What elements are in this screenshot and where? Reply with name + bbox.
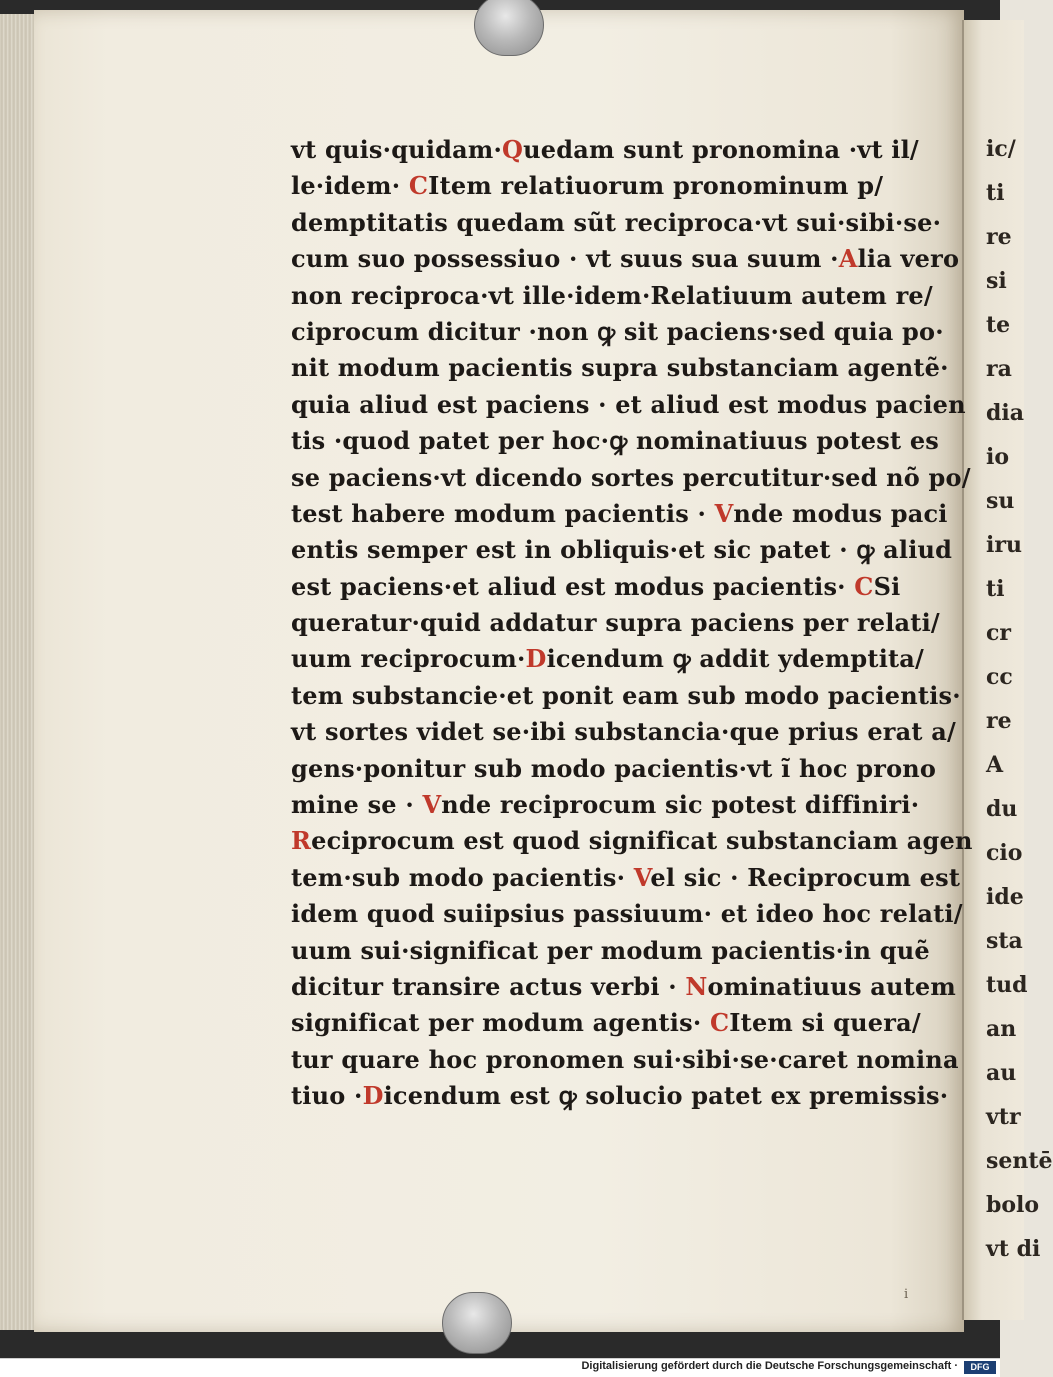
facing-page-fragment: A	[986, 752, 1004, 778]
text-line	[291, 132, 919, 168]
text-line	[291, 278, 933, 314]
line-text: ciprocum dicitur ·non ꝙ sit paciens·sed quia po·	[291, 316, 944, 346]
facing-page-fragment: cr	[986, 620, 1011, 646]
text-line	[291, 1005, 921, 1041]
line-text: non reciproca·vt ille·idem·	[291, 280, 651, 310]
facing-page-fragment: bolo	[986, 1192, 1040, 1218]
rubricated-initial: D	[362, 1081, 384, 1111]
line-text: uum sui·significat per modum pacientis·in quẽ	[291, 935, 930, 965]
line-text: tur quare hoc pronomen sui·sibi·se·caret nomina	[291, 1044, 959, 1074]
line-text: le·idem·	[291, 171, 409, 201]
line-text: vt sortes videt se·ibi substancia·que prius erat a/	[291, 717, 956, 747]
line-text: tem·sub modo pacientis·	[291, 862, 634, 892]
text-line	[291, 860, 961, 896]
footer-bar	[0, 1358, 1000, 1377]
facing-page-fragment: dia	[986, 400, 1024, 426]
line-text: Item si quera/	[729, 1008, 921, 1038]
text-block	[291, 132, 973, 1115]
text-line	[291, 714, 956, 750]
line-text: el sic · Reciprocum est	[650, 862, 961, 892]
rubricated-initial: A	[838, 244, 858, 274]
facing-page-fragment: iru	[986, 532, 1022, 558]
facing-page-fragment: su	[986, 488, 1015, 514]
text-line	[291, 314, 944, 350]
text-line	[291, 350, 949, 386]
line-text: icendum ꝙ addit ydemptita/	[546, 644, 925, 674]
line-text: tem substancie·et ponit eam sub modo pacientis·	[291, 680, 961, 710]
line-text: tiuo ·	[291, 1081, 363, 1111]
text-line	[291, 933, 930, 969]
rubricated-initial: V	[714, 498, 734, 528]
text-line	[291, 605, 940, 641]
facing-page-fragment: si	[986, 268, 1007, 294]
facing-page-fragment: re	[986, 708, 1012, 734]
facing-page-fragment: ti	[986, 576, 1005, 602]
text-line	[291, 387, 966, 423]
facing-page-fragment: au	[986, 1060, 1017, 1086]
line-text: idem quod suiipsius passiuum· et ideo hoc relati/	[291, 899, 963, 929]
line-text: ominatiuus autem	[707, 971, 956, 1001]
line-text: queratur·quid addatur supra paciens per relati/	[291, 608, 940, 638]
text-line	[291, 969, 956, 1005]
facing-page-fragment: du	[986, 796, 1018, 822]
facing-page-fragment: an	[986, 1016, 1017, 1042]
facing-page-fragment: vtr	[986, 1104, 1021, 1130]
line-text: dicitur transire actus verbi ·	[291, 971, 686, 1001]
text-line	[291, 1078, 949, 1114]
facing-page-fragment: sta	[986, 928, 1023, 954]
line-text: nde reciprocum sic potest diffiniri·	[441, 790, 920, 820]
text-line	[291, 241, 960, 277]
facing-page-fragment: ide	[986, 884, 1024, 910]
book-page-edges	[0, 14, 37, 1330]
line-text: tis ·quod patet per hoc·ꝙ nominatiuus potest es	[291, 426, 940, 456]
line-text: Si	[873, 571, 901, 601]
facing-page	[962, 20, 1053, 1320]
line-text: Relatiuum autem re/	[650, 280, 933, 310]
text-line	[291, 205, 942, 241]
facing-page-fragment: io	[986, 444, 1010, 470]
line-text: uedam sunt pronomina ·vt il/	[523, 135, 919, 164]
line-text: uum reciprocum·	[291, 644, 526, 674]
rubricated-initial: C	[709, 1008, 730, 1038]
page-mark: i	[904, 1287, 909, 1302]
facing-page-fragment: ti	[986, 180, 1005, 206]
facing-page-fragment: tud	[986, 972, 1028, 998]
line-text: eciprocum est quod significat substanciam agen	[311, 826, 973, 856]
text-line	[291, 423, 940, 459]
facing-page-fragment: ra	[986, 356, 1012, 382]
line-text: nit modum pacientis supra substanciam agentẽ·	[291, 353, 949, 383]
text-line	[291, 569, 901, 605]
top-page-clip-icon	[474, 0, 544, 56]
facing-page-fragment: re	[986, 224, 1012, 250]
rubricated-initial: V	[422, 790, 442, 820]
dfg-logo: DFG	[964, 1361, 996, 1374]
rubricated-initial: C	[854, 571, 874, 601]
line-text: est paciens·et aliud est modus pacientis·	[291, 571, 855, 601]
text-line	[291, 460, 971, 496]
facing-page-fragment: te	[986, 312, 1011, 338]
rubricated-initial: N	[685, 971, 708, 1001]
text-line	[291, 532, 953, 568]
line-text: mine se ·	[291, 790, 423, 820]
line-text: entis semper est in obliquis·et sic patet · ꝙ aliud	[291, 535, 953, 565]
rubricated-initial: Q	[502, 135, 524, 164]
line-text: nde modus paci	[733, 498, 948, 528]
line-text: gens·ponitur sub modo pacientis·vt ĩ hoc prono	[291, 753, 937, 783]
text-line	[291, 168, 884, 204]
line-text: significat per modum agentis·	[291, 1008, 710, 1038]
line-text: quia aliud est paciens · et aliud est modus pacien	[291, 389, 966, 419]
facing-page-fragment: cio	[986, 840, 1023, 866]
rubricated-initial: V	[633, 862, 651, 892]
line-text: icendum est ꝙ solucio patet ex premissis·	[383, 1081, 949, 1111]
text-line	[291, 496, 948, 532]
line-text: demptitatis quedam sũt reciproca·vt sui·sibi·se·	[291, 207, 942, 237]
rubricated-initial: R	[291, 826, 312, 856]
line-text: vt quis·quidam·	[291, 135, 503, 164]
facing-page-fragment: sentē	[986, 1148, 1053, 1174]
facing-page-fragment: ic/	[986, 136, 1016, 162]
line-text: Item relatiuorum pronominum p/	[428, 171, 884, 201]
facing-page-fragment: vt di	[986, 1236, 1041, 1262]
line-text: test habere modum pacientis ·	[291, 498, 715, 528]
text-line	[291, 823, 973, 859]
funding-credit: Digitalisierung gefördert durch die Deutsche Forschungsgemeinschaft ·	[581, 1360, 958, 1372]
line-text: lia vero	[857, 244, 960, 274]
text-line	[291, 787, 920, 823]
line-text: se paciens·vt dicendo sortes percutitur·sed nõ po/	[291, 462, 971, 492]
facing-page-fragment: cc	[986, 664, 1013, 690]
line-text: cum suo possessiuo · vt suus sua suum ·	[291, 244, 839, 274]
rubricated-initial: C	[408, 171, 429, 201]
text-line	[291, 678, 961, 714]
text-line	[291, 1042, 959, 1078]
text-line	[291, 751, 937, 787]
text-line	[291, 896, 963, 932]
text-line	[291, 641, 925, 677]
rubricated-initial: D	[525, 644, 547, 674]
bottom-page-clip-icon	[442, 1292, 512, 1354]
